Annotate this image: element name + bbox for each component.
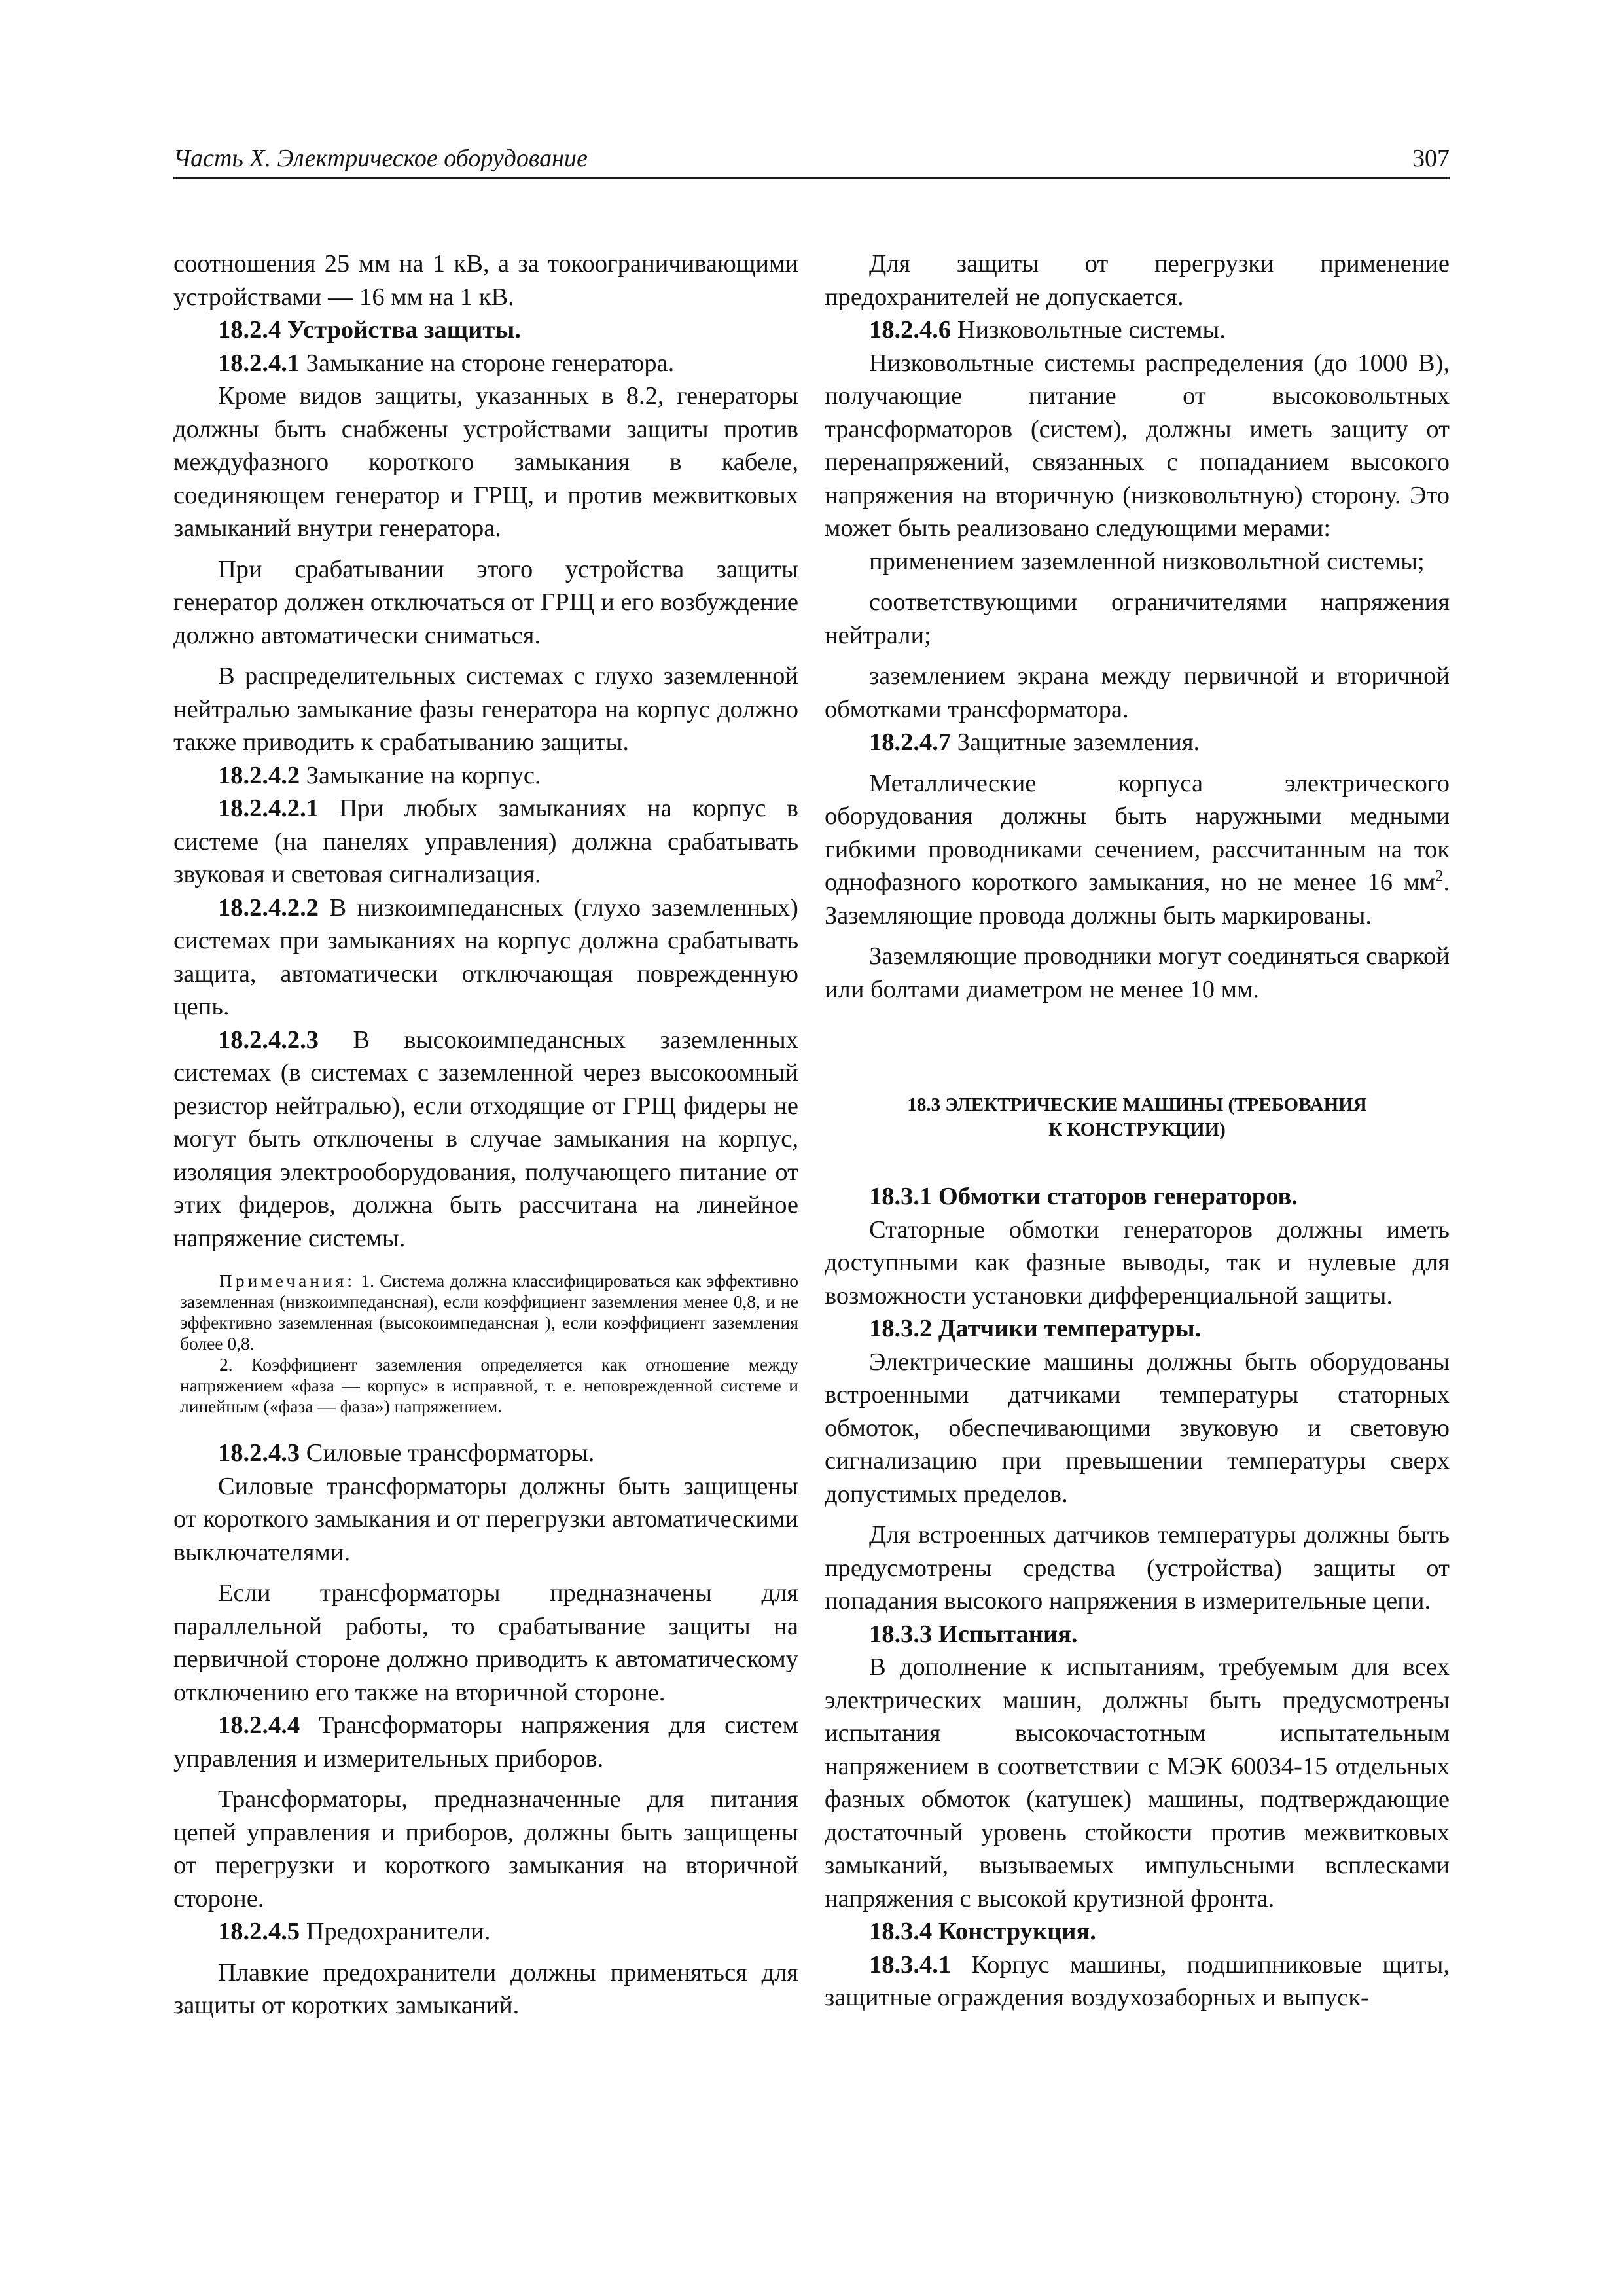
clause-number: 18.2.4.4 bbox=[218, 1712, 300, 1739]
paragraph: Низковольтные системы распределения (до 1000 В), получающие питание от высоковольтных трансформаторов (систем), должны иметь защиту от перенапряжений, связанных с попаданием высокого напряжения на вторичную (низковольтную) сторону. Это может быть реализовано следующими мерами: bbox=[825, 349, 1450, 542]
clause-text: Предохранители. bbox=[300, 1918, 491, 1945]
clause-number: 18.2.4.3 bbox=[218, 1439, 300, 1467]
clause-number: 18.2.4.2.1 bbox=[218, 795, 319, 822]
clause-number: 18.3.4.1 bbox=[869, 1950, 952, 1979]
paragraph: Трансформаторы, предназначенные для питания цепей управления и приборов, должны быть защищены от перегрузки и короткого замыкания на вторичной стороне. bbox=[173, 1785, 798, 1912]
clause-number: 18.2.4.1 bbox=[218, 349, 300, 377]
paragraph: В распределительных системах с глухо заземленной нейтралью замыкание фазы генератора на корпус должно также приводить к срабатыванию защиты. bbox=[173, 662, 798, 756]
clause-number: 18.2.4.5 bbox=[218, 1918, 300, 1945]
heading-18-3-1 bbox=[825, 1180, 1450, 1213]
paragraph: соотношения 25 мм на 1 кВ, а за токоограничивающими устройствами — 16 мм на 1 кВ. bbox=[173, 250, 798, 311]
note-1 bbox=[180, 1270, 798, 1354]
clause-text: Защитные заземления. bbox=[951, 728, 1200, 756]
clause-18-2-4-6 bbox=[825, 314, 1450, 347]
clause-18-2-4-2-2 bbox=[173, 891, 798, 1024]
clause-18-2-4-2-3 bbox=[173, 1024, 798, 1255]
heading-text: 18.3.2 Датчики температуры. bbox=[869, 1315, 1202, 1342]
paragraph: соответствующими ограничителями напряжения нейтрали; bbox=[825, 588, 1450, 649]
clause-18-2-4-4 bbox=[173, 1709, 798, 1775]
paragraph: заземлением экрана между первичной и вторичной обмотками трансформатора. bbox=[825, 662, 1450, 723]
notes-block bbox=[173, 1270, 798, 1417]
heading-18-3-4 bbox=[825, 1915, 1450, 1948]
clause-18-3-4-1 bbox=[825, 1948, 1450, 2015]
paragraph: Для защиты от перегрузки применение предохранителей не допускается. bbox=[825, 250, 1450, 311]
section-title-line-1: 18.3 ЭЛЕКТРИЧЕСКИЕ МАШИНЫ (ТРЕБОВАНИЯ bbox=[907, 1094, 1367, 1115]
clause-text: Низковольтные системы. bbox=[951, 316, 1226, 344]
paragraph: В дополнение к испытаниям, требуемым для всех электрических машин, должны быть предусмотрены испытания высокочастотным испытательным напряжением в соответствии с МЭК 60034-15 отдельных фазных обмоток (катушек) машины, подтверждающие достаточный уровень стойкости против межвитковых замыканий, вызываемых импульсными всплесками напряжения с высокой крутизной фронта. bbox=[825, 1653, 1450, 1912]
paragraph-text: Металлические корпуса электрического оборудования должны быть наружными медными гибкими проводниками сечением, рассчитанным на ток однофазного короткого замыкания, но не менее 16 мм bbox=[825, 769, 1450, 896]
right-column bbox=[825, 247, 1450, 2015]
heading-18-3-2 bbox=[825, 1312, 1450, 1346]
clause-18-2-4-7 bbox=[825, 726, 1450, 759]
clause-text: В низкоимпедансных (глухо заземленных) системах при замыканиях на корпус должна срабатывать защита, автоматически отключающая поврежденную цепь. bbox=[173, 893, 798, 1020]
clause-number: 18.2.4.2 bbox=[218, 761, 300, 789]
paragraph: Для встроенных датчиков температуры должны быть предусмотрены средства (устройства) защиты от попадания высокого напряжения в измерительные цепи. bbox=[825, 1521, 1450, 1615]
heading-text: 18.3.4 Конструкция. bbox=[869, 1918, 1096, 1945]
clause-18-2-4-2-1 bbox=[173, 792, 798, 891]
paragraph: Кроме видов защиты, указанных в 8.2, генераторы должны быть снабжены устройствами защиты против междуфазного короткого замыкания в кабеле, соединяющем генератор и ГРЩ, и против межвитковых замыканий внутри генератора. bbox=[173, 382, 798, 542]
clause-18-2-4-2 bbox=[173, 759, 798, 793]
paragraph: При срабатывании этого устройства защиты генератор должен отключаться от ГРЩ и его возбуждение должно автоматически сниматься. bbox=[173, 555, 798, 649]
heading-18-3-3 bbox=[825, 1618, 1450, 1651]
clause-text: Силовые трансформаторы. bbox=[300, 1439, 595, 1467]
paragraph: применением заземленной низковольтной системы; bbox=[869, 547, 1425, 575]
page-number: 307 bbox=[1412, 145, 1450, 172]
heading-text: 18.3.1 Обмотки статоров генераторов. bbox=[869, 1183, 1298, 1210]
clause-text: Замыкание на корпус. bbox=[300, 761, 541, 789]
paragraph bbox=[825, 767, 1450, 933]
clause-text: При любых замыканиях на корпус в системе (на панелях управления) должна срабатывать звуковая и световая сигнализация. bbox=[173, 795, 798, 888]
clause-text: В высокоимпедансных заземленных системах (в системах с заземленной через высокоомный резистор нейтралью), если отходящие от ГРЩ фидеры не могут быть отключены в случае замыкания на корпус, изоляция электрооборудования, получающего питание от этих фидеров, должна быть рассчитана на линейное напряжение системы. bbox=[173, 1026, 798, 1252]
superscript: 2 bbox=[1435, 868, 1444, 886]
clause-18-2-4-3 bbox=[173, 1437, 798, 1470]
clause-number: 18.2.4.7 bbox=[869, 728, 952, 756]
note-text: 1. Система должна классифицироваться как эффективно заземленная (низкоимпедансная), если коэффициент заземления менее 0,8, и не эффективно заземленная (высокоимпедансная ), если коэффициент заземления более 0,8. bbox=[180, 1270, 798, 1354]
heading-text: 18.2.4 Устройства защиты. bbox=[218, 316, 521, 344]
clause-number: 18.2.4.2.3 bbox=[218, 1026, 319, 1054]
clause-18-2-4-5 bbox=[173, 1915, 798, 1948]
note-label: Примечания: bbox=[219, 1270, 356, 1291]
running-title: Часть X. Электрическое оборудование bbox=[173, 145, 588, 172]
paragraph: Силовые трансформаторы должны быть защищены от короткого замыкания и от перегрузки автоматическими выключателями. bbox=[173, 1472, 798, 1566]
section-title-18-3 bbox=[825, 1092, 1450, 1142]
clause-number: 18.2.4.6 bbox=[869, 316, 952, 344]
note-2: 2. Коэффициент заземления определяется как отношение между напряжением «фаза — корпус» в исправной, т. е. неповрежденной системе и линейным («фаза — фаза») напряжением. bbox=[180, 1354, 798, 1416]
paragraph: Электрические машины должны быть оборудованы встроенными датчиками температуры статорных обмоток, обеспечивающими звуковую и световую сигнализацию при превышении температуры сверх допустимых пределов. bbox=[825, 1348, 1450, 1508]
clause-18-2-4-1 bbox=[173, 347, 798, 380]
page-header bbox=[173, 137, 1450, 179]
paragraph-text-end: . Заземляющие провода должны быть маркированы. bbox=[825, 869, 1450, 929]
left-column bbox=[173, 247, 798, 2022]
paragraph: Если трансформаторы предназначены для параллельной работы, то срабатывание защиты на первичной стороне должно приводить к автоматическому отключению его также на вторичной стороне. bbox=[173, 1579, 798, 1706]
heading-18-2-4 bbox=[173, 314, 798, 347]
clause-text: Замыкание на стороне генератора. bbox=[300, 349, 675, 377]
clause-text: Корпус машины, подшипниковые щиты, защитные ограждения воздухозаборных и выпуск- bbox=[825, 1950, 1450, 2011]
clause-text: Трансформаторы напряжения для систем управления и измерительных приборов. bbox=[173, 1712, 798, 1772]
clause-number: 18.2.4.2.2 bbox=[218, 893, 319, 922]
heading-text: 18.3.3 Испытания. bbox=[869, 1620, 1078, 1648]
paragraph: Заземляющие проводники могут соединяться сваркой или болтами диаметром не менее 10 мм. bbox=[825, 942, 1450, 1003]
paragraph: Плавкие предохранители должны применяться для защиты от коротких замыканий. bbox=[173, 1958, 798, 2019]
section-title-line-2: К КОНСТРУКЦИИ) bbox=[1048, 1119, 1226, 1140]
paragraph: Статорные обмотки генераторов должны иметь доступными как фазные выводы, так и нулевые для возможности установки дифференциальной защиты. bbox=[825, 1215, 1450, 1310]
